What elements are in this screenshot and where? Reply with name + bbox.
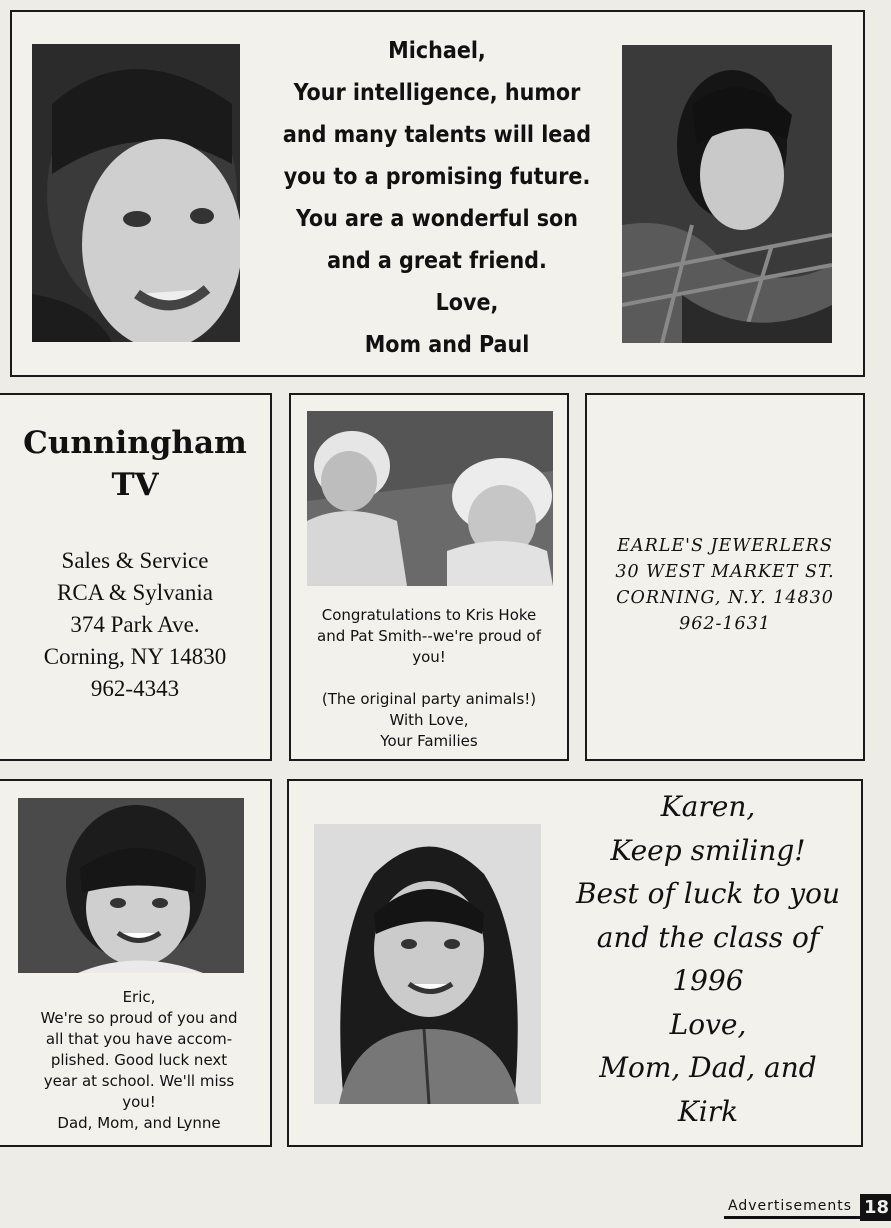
detail-line: 962-4343 [90, 676, 180, 701]
cunningham-tv-ad [0, 393, 272, 761]
michael-ad [10, 10, 865, 377]
message-line: you! [122, 1093, 156, 1111]
business-name-line2: TV [111, 467, 159, 503]
eric-portrait-photo [18, 798, 244, 973]
message-line: (The original party animals!) [321, 690, 537, 708]
earles-jewelers-ad [585, 393, 865, 761]
message-line: and a great friend. [327, 248, 547, 274]
message-line: Kirk [677, 1094, 739, 1128]
business-details [0, 545, 270, 705]
detail-line: RCA & Sylvania [57, 580, 213, 605]
detail-line: 962-1631 [679, 614, 771, 634]
message-line: you! [412, 648, 446, 666]
eric-message [14, 987, 264, 1134]
business-name: Cunningham [23, 425, 247, 461]
message-line: and the class of [596, 920, 820, 954]
teen-portrait-photo [622, 45, 832, 343]
message-line: Congratulations to Kris Hoke [321, 606, 537, 624]
karen-ad [287, 779, 863, 1147]
message-line: With Love, [389, 711, 469, 729]
footer-rule [724, 1216, 860, 1219]
eric-ad [0, 779, 272, 1147]
two-toddlers-photo [307, 411, 553, 586]
michael-message [272, 30, 602, 366]
detail-line: 30 WEST MARKET ST. [615, 562, 835, 582]
detail-line: 374 Park Ave. [70, 612, 200, 637]
message-line: Karen, [660, 790, 756, 823]
message-line: Keep smiling! [610, 833, 806, 867]
message-line: We're so proud of you and [40, 1009, 238, 1027]
message-line: Love, [669, 1007, 747, 1041]
message-line: and many talents will lead [282, 122, 592, 148]
karen-portrait-photo [314, 824, 541, 1104]
karen-message [559, 785, 857, 1133]
detail-line: EARLE'S JEWERLERS [617, 536, 833, 556]
section-label: Advertisements [728, 1198, 853, 1214]
detail-line: Corning, NY 14830 [43, 644, 227, 669]
message-line: year at school. We'll miss [43, 1072, 235, 1090]
child-portrait-photo [32, 44, 240, 342]
message-line [291, 668, 567, 689]
message-line: Eric, [122, 988, 156, 1006]
message-line: Your Families [380, 732, 478, 750]
earle-details [587, 533, 863, 637]
message-line: 1996 [672, 964, 744, 997]
message-line: all that you have accom- [45, 1030, 233, 1048]
message-line: you to a promising future. [283, 164, 591, 190]
page-number: 18 [860, 1194, 891, 1221]
detail-line: CORNING, N.Y. 14830 [616, 588, 834, 608]
detail-line: Sales & Service [61, 548, 209, 573]
message-line: Love, [435, 290, 499, 316]
message-line: Best of luck to you [575, 877, 841, 910]
message-line: plished. Good luck next [50, 1051, 228, 1069]
message-line: You are a wonderful son [296, 206, 578, 232]
message-line: and Pat Smith--we're proud of [317, 627, 541, 645]
message-line: Dad, Mom, and Lynne [57, 1114, 221, 1132]
page-footer [724, 1194, 891, 1224]
message-line: Mom and Paul [364, 332, 530, 358]
kris-pat-ad [289, 393, 569, 761]
message-line: Your intelligence, humor [293, 80, 581, 106]
message-line: Mom, Dad, and [599, 1051, 817, 1084]
kris-message [291, 605, 567, 752]
message-line: Michael, [388, 38, 486, 64]
